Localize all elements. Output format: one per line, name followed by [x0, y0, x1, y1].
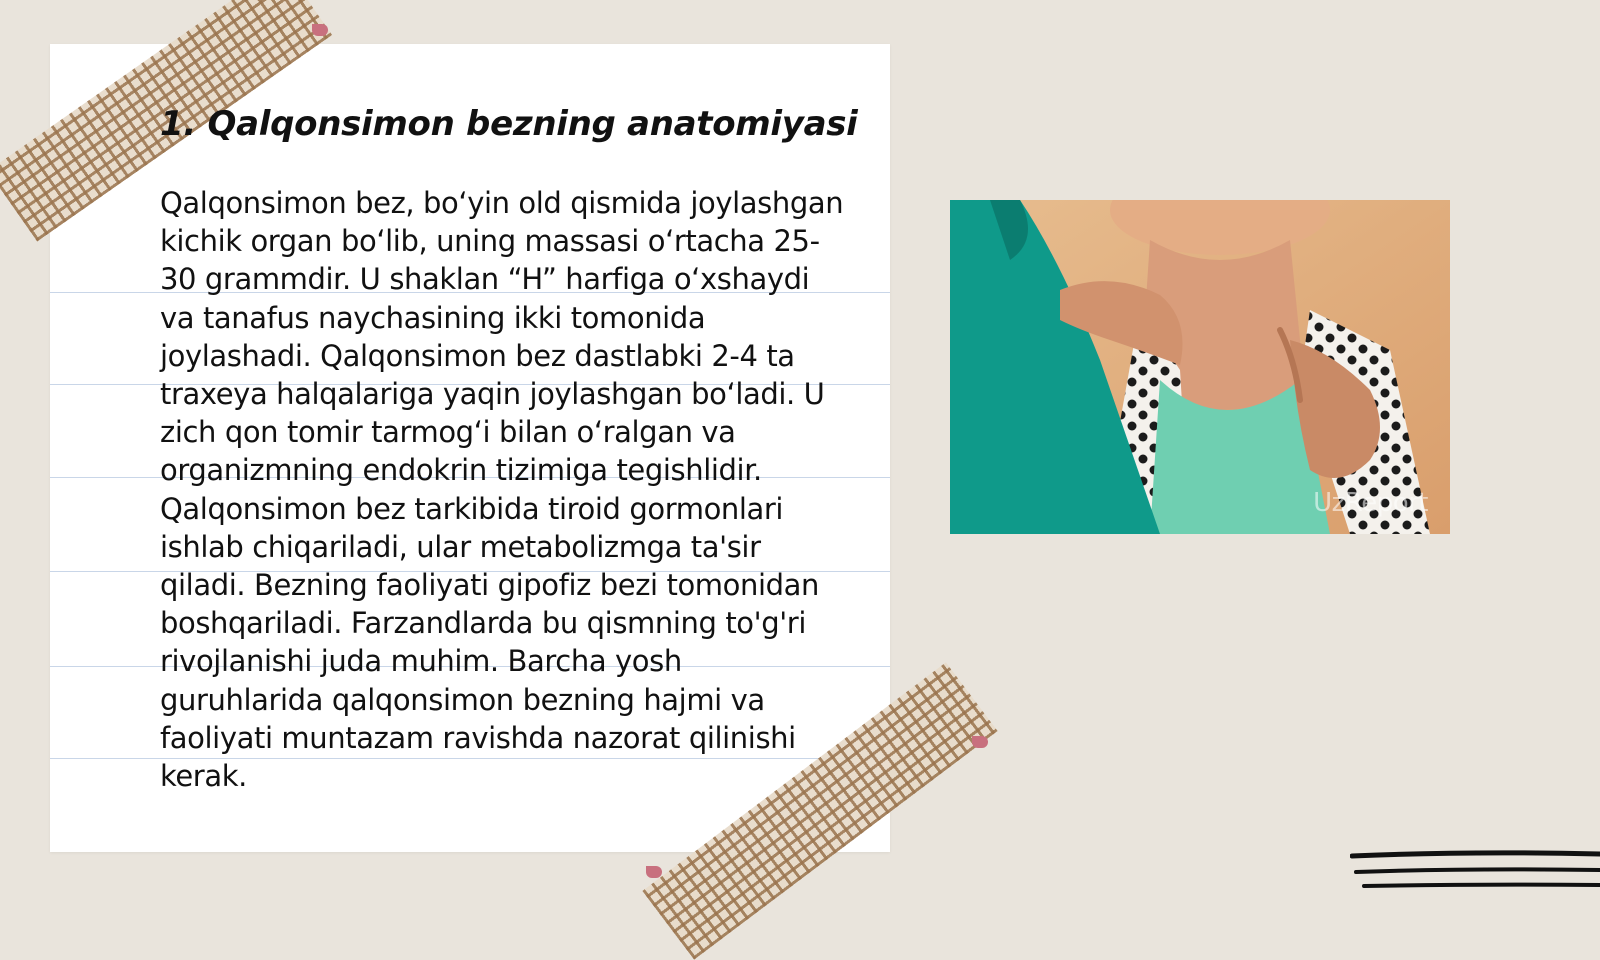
photo-illustration: [950, 200, 1450, 534]
slide-title: 1. Qalqonsimon bezning anatomiyasi: [160, 104, 858, 144]
pushpin-icon: [972, 736, 988, 748]
neck-examination-photo: [950, 200, 1450, 534]
slide-body-text: Qalqonsimon bez, bo‘yin old qismida joylashgan kichik organ bo‘lib, uning massasi o‘rtacha 25-30 grammdir. U shaklan “H” harfiga o‘xshaydi va tanafus naychasining ikki tomonida joylashadi. Qalqonsimon bez dastlabki 2-4 ta traxeya halqalariga yaqin joylashgan bo‘ladi. U zich qon tomir tarmog‘i bilan o‘ralgan va organizmning endokrin tizimiga tegishlidir. Qalqonsimon bez tarkibida tiroid gormonlari ishlab chiqariladi, ular metabolizmga ta'sir qiladi. Bezning faoliyati gipofiz bezi tomonidan boshqariladi. Farzandlarda bu qismning to'g'ri rivojlanishi juda muhim. Barcha yosh guruhlarida qalqonsimon bezning hajmi va faoliyati muntazam ravishda nazorat qilinishi kerak.: [160, 186, 844, 794]
pushpin-icon: [312, 24, 328, 36]
brush-stroke-lines-icon: [1350, 848, 1600, 900]
pushpin-icon: [646, 866, 662, 878]
photo-watermark: UzReport: [1313, 488, 1428, 518]
